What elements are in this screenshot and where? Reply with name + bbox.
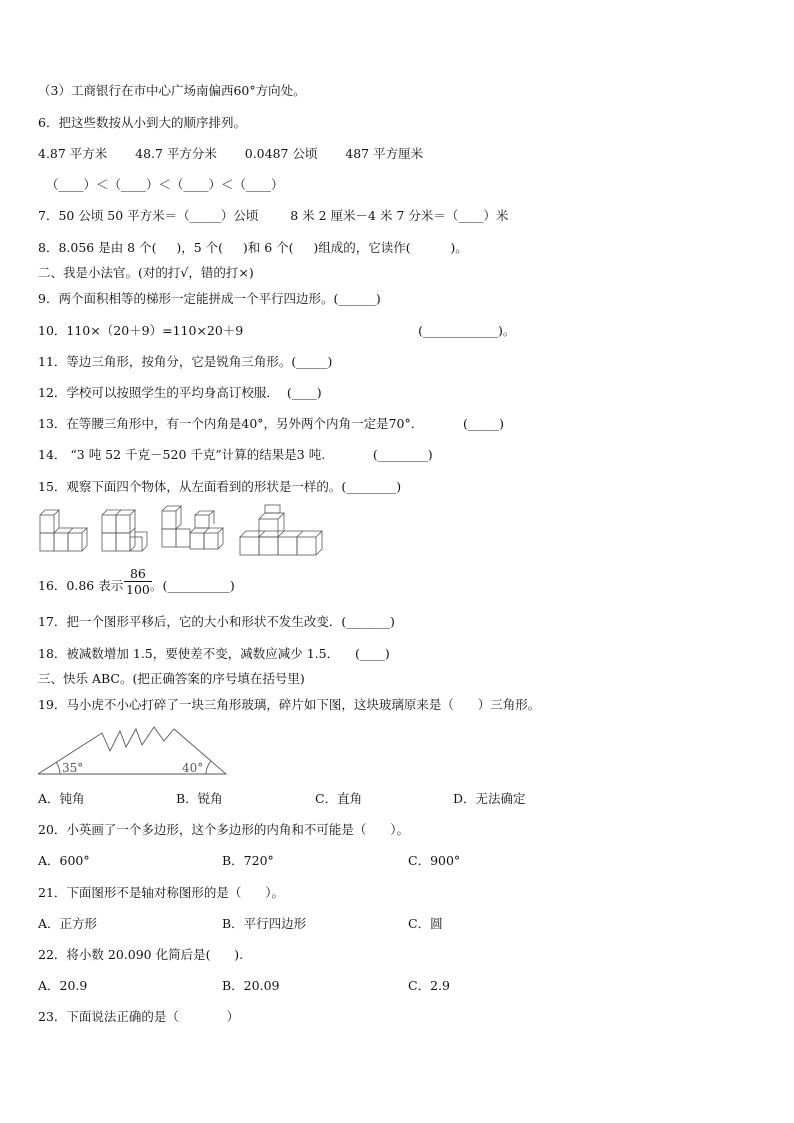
cube-figure-1	[40, 510, 87, 551]
line-q15: 15．观察下面四个物体，从左面看到的形状是一样的。(________)	[38, 479, 402, 494]
section-2-heading: 二、我是小法官。(对的打√，错的打×)	[38, 265, 254, 280]
cube-figure-4	[240, 505, 322, 555]
q22-option-b: B．20.09	[222, 978, 280, 993]
line-q11: 11．等边三角形，按角分，它是锐角三角形。(_____)	[38, 354, 333, 369]
q19-broken-triangle	[36, 725, 228, 780]
q21-option-b: B．平行四边形	[222, 916, 307, 931]
q21-option-a: A．正方形	[38, 916, 98, 931]
line-q19: 19．马小虎不小心打碎了一块三角形玻璃，碎片如下图，这块玻璃原来是（ ）三角形。	[38, 697, 541, 712]
line-q6-numbers: 4.87 平方米 48.7 平方分米 0.0487 公顷 487 平方厘米	[38, 146, 424, 161]
line-q6-blanks: （____）＜（____）＜（____）＜（____）	[46, 177, 284, 192]
angle-label-left: 35°	[62, 761, 84, 775]
fraction-numerator: 86	[124, 566, 152, 582]
q22-option-c: C．2.9	[408, 978, 450, 993]
q15-cube-figures	[36, 503, 326, 558]
line-q10: 10．110×（20＋9）=110×20＋9 (____________)。	[38, 323, 516, 338]
q20-option-c: C．900°	[408, 853, 461, 868]
q19-option-c: C．直角	[315, 791, 363, 806]
q20-option-a: A．600°	[38, 853, 90, 868]
q22-option-a: A．20.9	[38, 978, 88, 993]
angle-arc-right	[206, 761, 211, 774]
q21-option-c: C．圆	[408, 916, 443, 931]
line-q21: 21．下面图形不是轴对称图形的是（ ）。	[38, 885, 284, 900]
line-q7: 7．50 公顷 50 平方米＝（_____）公顷 8 米 2 厘米－4 米 7 分米＝（____）米	[38, 208, 509, 223]
line-q9: 9．两个面积相等的梯形一定能拼成一个平行四边形。(______)	[38, 291, 381, 306]
line-q18: 18．被减数增加 1.5，要使差不变，减数应减少 1.5． (____)	[38, 646, 390, 661]
cube-figure-3	[162, 506, 223, 549]
line-q16-suffix: 。(__________)	[150, 578, 235, 593]
section-3-heading: 三、快乐 ABC。(把正确答案的序号填在括号里)	[38, 671, 305, 686]
q19-option-d: D．无法确定	[453, 791, 526, 806]
line-q8: 8．8.056 是由 8 个( )，5 个( )和 6 个( )组成的，它读作( )。	[38, 240, 468, 255]
q19-option-b: B．锐角	[176, 791, 223, 806]
q19-option-a: A．钝角	[38, 791, 85, 806]
line-q13: 13．在等腰三角形中，有一个内角是40°，另外两个内角一定是70°． (_____)	[38, 416, 504, 431]
q20-option-b: B．720°	[222, 853, 274, 868]
line-q16-prefix: 16．0.86 表示	[38, 578, 124, 593]
q16-fraction	[124, 566, 152, 597]
line-q3: （3）工商银行在市中心广场南偏西60°方向处。	[38, 83, 306, 98]
angle-label-right: 40°	[182, 761, 204, 775]
angle-arc-left	[56, 762, 60, 774]
line-q12: 12．学校可以按照学生的平均身高订校服． (____)	[38, 385, 322, 400]
fraction-denominator: 100	[126, 582, 150, 597]
line-q20: 20．小英画了一个多边形，这个多边形的内角和不可能是（ ）。	[38, 822, 409, 837]
line-q22: 22．将小数 20.090 化简后是( ).	[38, 947, 244, 962]
line-q6: 6．把这些数按从小到大的顺序排列。	[38, 115, 246, 130]
line-q14: 14． “3 吨 52 千克－520 千克”计算的结果是3 吨. (________)	[38, 447, 433, 462]
cube-figure-2	[102, 510, 147, 551]
line-q23: 23．下面说法正确的是（ ）	[38, 1009, 240, 1024]
line-q17: 17．把一个图形平移后，它的大小和形状不发生改变．(_______)	[38, 614, 395, 629]
